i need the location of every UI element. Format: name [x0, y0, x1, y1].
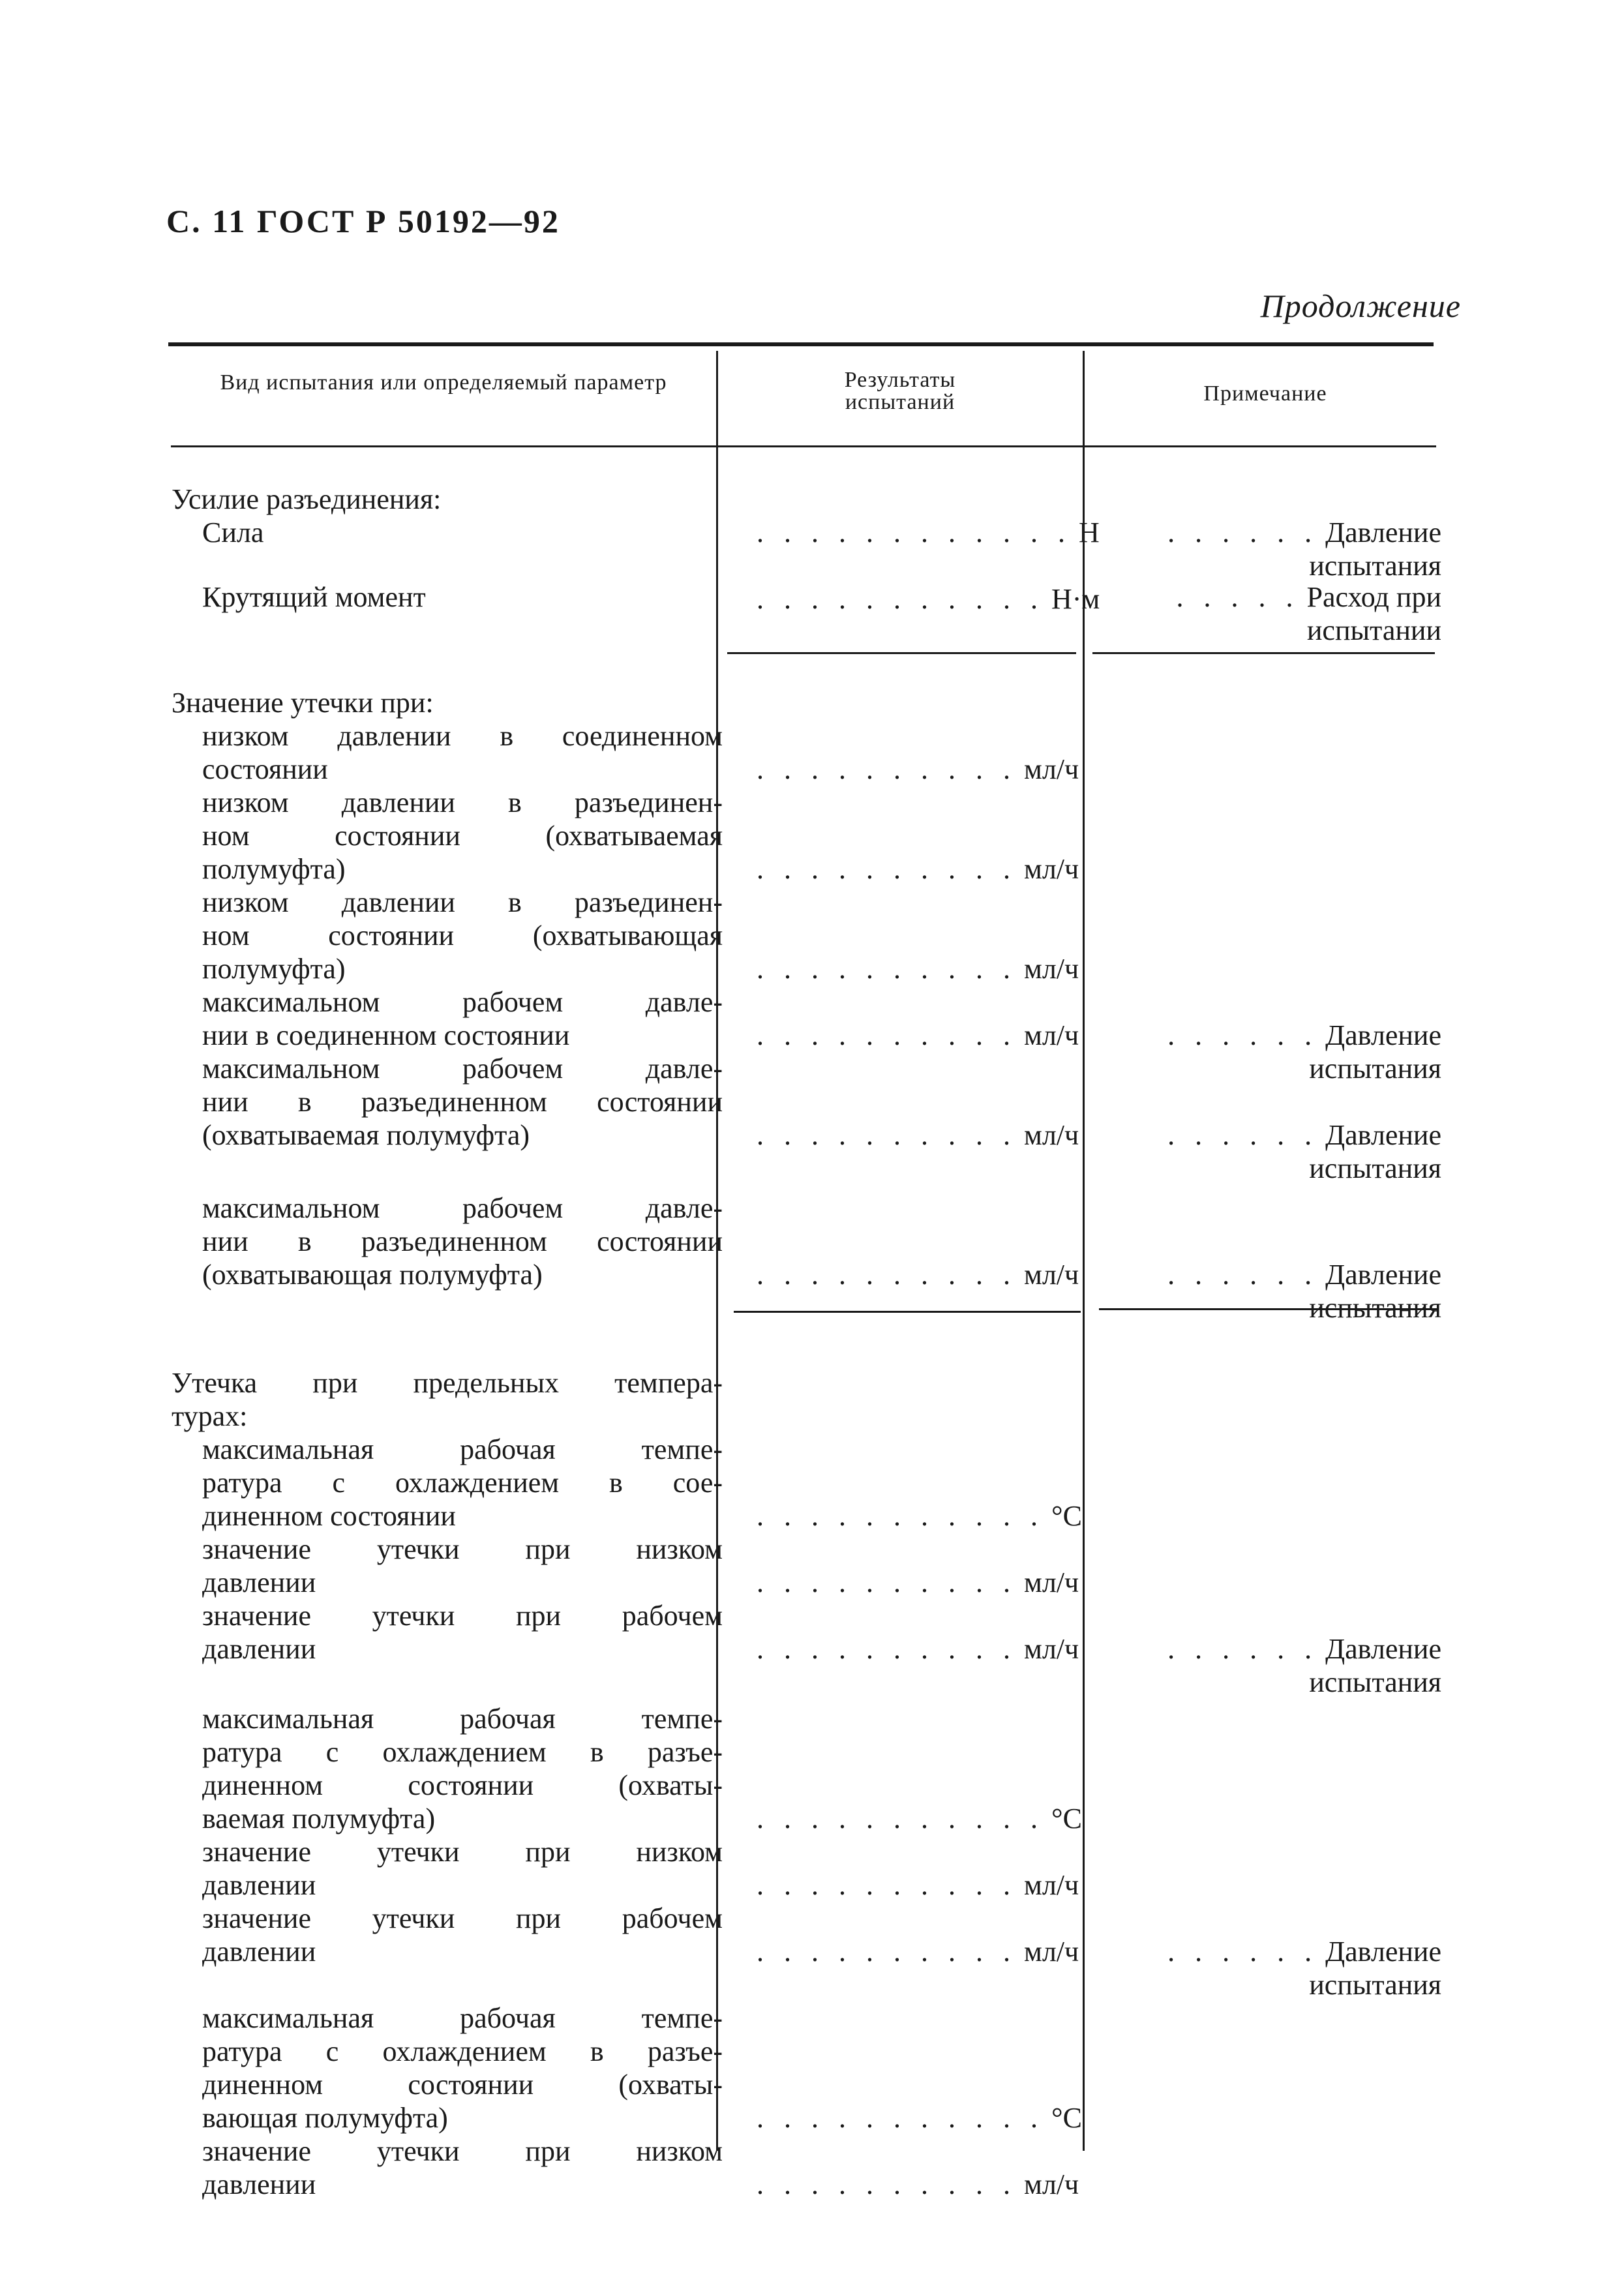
s3-b1: максимальная рабочая темпе- [202, 1703, 723, 1735]
s2-line-9: максимальном рабочем давле- [202, 986, 723, 1018]
s3-b3: диненном состоянии (охваты- [202, 1769, 723, 1801]
s2-unit: мл/ч [1024, 953, 1079, 985]
s3-a2: ратура с охлаждением в сое- [202, 1467, 723, 1499]
s1-torque-unit: Н·м [1051, 583, 1100, 615]
s2-line-16: (охватывающая полумуфта) [202, 1259, 543, 1291]
s2-line-2: состоянии [202, 753, 328, 785]
s3-c2: ратура с охлаждением в разъе- [202, 2035, 723, 2067]
s3-unit: мл/ч [1024, 1869, 1079, 1901]
s3-unit: мл/ч [1024, 1936, 1079, 1968]
s2-note-4b: испытания [1309, 1053, 1441, 1085]
s3-result-b-temp: . . . . . . . . . . . °C [757, 1803, 1082, 1834]
s3-b8: давлении [202, 1936, 316, 1968]
s3-a3: диненном состоянии [202, 1500, 456, 1532]
s3-deg: °C [1051, 2102, 1082, 2134]
s3-result-c-temp: . . . . . . . . . . . °C [757, 2102, 1082, 2134]
s1-force-result: . . . . . . . . . . . . Н [757, 517, 1100, 548]
s1-torque-result: . . . . . . . . . . . Н·м [757, 583, 1100, 615]
s2-note-6b: испытания [1309, 1292, 1441, 1324]
s2-result-1: . . . . . . . . . . мл/ч [757, 753, 1079, 785]
column-header-param: Вид испытания или определяемый параметр [220, 370, 667, 395]
s2-unit: мл/ч [1024, 1119, 1079, 1151]
s3-result-a-temp: . . . . . . . . . . . °C [757, 1500, 1082, 1532]
s3-note-bb: испытания [1309, 1969, 1441, 2001]
s2-line-1: низком давлении в соединенном [202, 720, 723, 752]
s2-line-12: нии в разъединенном состоянии [202, 1086, 723, 1118]
s2-note-1: Давление [1325, 1259, 1441, 1291]
s2-unit: мл/ч [1024, 753, 1079, 785]
s1-torque-label: Крутящий момент [202, 581, 426, 613]
s3-b7: значение утечки при рабочем [202, 1902, 723, 1934]
s3-result-b-work: . . . . . . . . . . мл/ч [757, 1936, 1079, 1968]
section-rule-1b [1092, 652, 1435, 654]
s3-b6: давлении [202, 1869, 316, 1901]
s3-title-2: турах: [172, 1400, 248, 1432]
s3-c4: вающая полумуфта) [202, 2102, 448, 2134]
s3-b2: ратура с охлаждением в разъе- [202, 1736, 723, 1768]
s2-note-5b: испытания [1309, 1152, 1441, 1184]
s2-result-6: . . . . . . . . . . мл/ч [757, 1259, 1079, 1291]
s2-line-15: нии в разъединенном состоянии [202, 1225, 723, 1257]
s2-note-5: . . . . . . Давление [1167, 1119, 1441, 1151]
s1-force-note: . . . . . . Давление [1167, 517, 1441, 548]
s2-line-8: полумуфта) [202, 953, 346, 985]
s2-unit: мл/ч [1024, 1019, 1079, 1051]
column-header-results: Результаты испытаний [844, 368, 956, 414]
s1-torque-note-2: испытании [1306, 614, 1441, 646]
s2-result-2: . . . . . . . . . . мл/ч [757, 853, 1079, 885]
s2-line-11: максимальном рабочем давле- [202, 1053, 723, 1085]
s3-c3: диненном состоянии (охваты- [202, 2069, 723, 2101]
s2-line-14: максимальном рабочем давле- [202, 1192, 723, 1224]
s3-unit: мл/ч [1024, 1566, 1079, 1598]
header-bottom-rule [171, 445, 1436, 447]
s3-note-b: . . . . . . Давление [1167, 1936, 1441, 1968]
s3-c6: давлении [202, 2168, 316, 2200]
s2-result-5: . . . . . . . . . . мл/ч [757, 1119, 1079, 1151]
s3-a5: давлении [202, 1566, 316, 1598]
s3-a4: значение утечки при низком [202, 1533, 723, 1565]
s1-torque-note-1: Расход при [1306, 581, 1441, 613]
column-header-note: Примечание [1203, 382, 1327, 406]
table-top-rule [168, 342, 1434, 346]
s1-torque-note: . . . . . Расход при [1176, 581, 1441, 613]
s2-line-6: низком давлении в разъединен- [202, 886, 723, 918]
section-rule-2a [734, 1311, 1081, 1313]
s2-result-3: . . . . . . . . . . мл/ч [757, 953, 1079, 985]
s2-note-1: Давление [1325, 1019, 1441, 1051]
s2-line-4: ном состоянии (охватываемая [202, 820, 723, 852]
column-divider-2 [1083, 351, 1085, 2151]
s3-note-1: Давление [1325, 1633, 1441, 1665]
s2-title: Значение утечки при: [172, 687, 434, 719]
s3-a1: максимальная рабочая темпе- [202, 1433, 723, 1465]
s3-c5: значение утечки при низком [202, 2135, 723, 2167]
s2-unit: мл/ч [1024, 1259, 1079, 1291]
s2-note-4: . . . . . . Давление [1167, 1019, 1441, 1051]
s3-result-a-work: . . . . . . . . . . мл/ч [757, 1633, 1079, 1665]
s3-deg: °C [1051, 1803, 1082, 1834]
s3-note-1: Давление [1325, 1936, 1441, 1968]
s3-note-ab: испытания [1309, 1666, 1441, 1698]
s3-b4: ваемая полумуфта) [202, 1803, 436, 1834]
s1-force-unit: Н [1079, 517, 1100, 548]
s1-force-note-1: Давление [1325, 517, 1441, 548]
s1-force-note-2: испытания [1309, 550, 1441, 582]
s2-note-1: Давление [1325, 1119, 1441, 1151]
s3-result-a-low: . . . . . . . . . . мл/ч [757, 1566, 1079, 1598]
s3-note-a: . . . . . . Давление [1167, 1633, 1441, 1665]
s3-deg: °C [1051, 1500, 1082, 1532]
s2-line-10: нии в соединенном состоянии [202, 1019, 570, 1051]
s3-result-c-low: . . . . . . . . . . мл/ч [757, 2168, 1079, 2200]
s3-result-b-low: . . . . . . . . . . мл/ч [757, 1869, 1079, 1901]
s3-unit: мл/ч [1024, 2168, 1079, 2200]
s2-line-7: ном состоянии (охватывающая [202, 920, 723, 951]
continuation-label: Продолжение [1260, 288, 1461, 324]
s2-line-13: (охватываемая полумуфта) [202, 1119, 530, 1151]
s2-result-4: . . . . . . . . . . мл/ч [757, 1019, 1079, 1051]
section-rule-1a [727, 652, 1076, 654]
s2-note-6: . . . . . . Давление [1167, 1259, 1441, 1291]
s2-unit: мл/ч [1024, 853, 1079, 885]
s3-c1: максимальная рабочая темпе- [202, 2002, 723, 2034]
s2-line-3: низком давлении в разъединен- [202, 786, 723, 818]
s3-unit: мл/ч [1024, 1633, 1079, 1665]
s3-b5: значение утечки при низком [202, 1836, 723, 1868]
s1-title: Усилие разъединения: [172, 483, 442, 515]
page-header: С. 11 ГОСТ Р 50192—92 [166, 203, 560, 239]
s3-a6: значение утечки при рабочем [202, 1600, 723, 1632]
s2-line-5: полумуфта) [202, 853, 346, 885]
s3-title-1: Утечка при предельных темпера- [172, 1367, 723, 1399]
s3-a7: давлении [202, 1633, 316, 1665]
s1-force-label: Сила [202, 517, 264, 548]
